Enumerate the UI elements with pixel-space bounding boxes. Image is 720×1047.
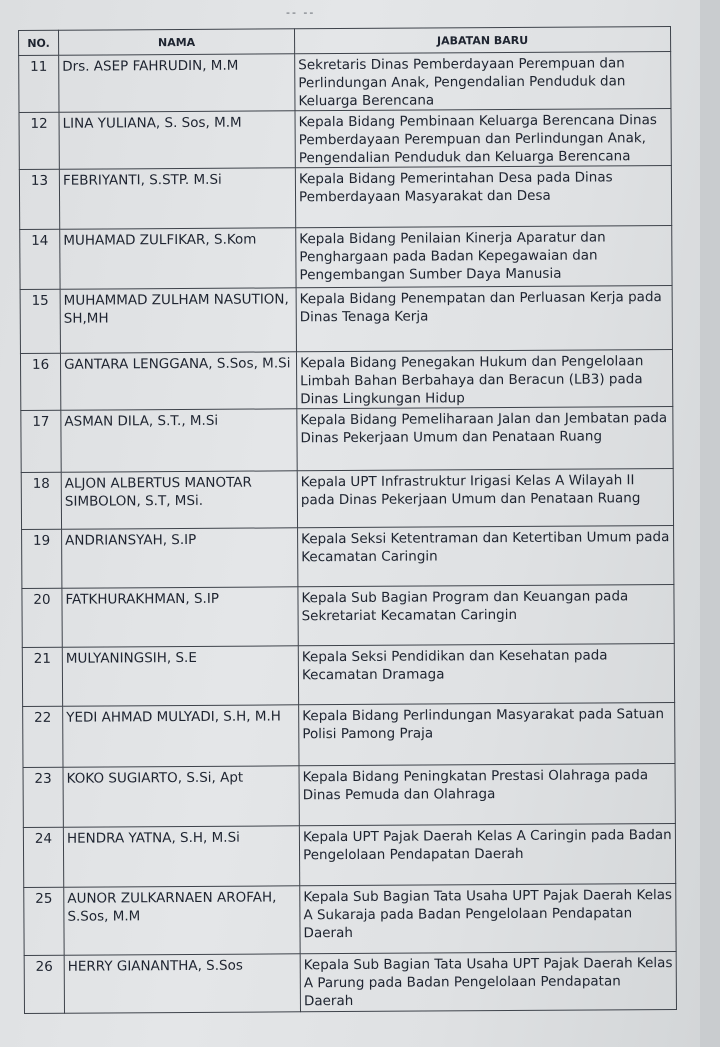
cell-no: 22 (23, 706, 63, 767)
cell-no: 24 (23, 827, 63, 887)
cell-no: 26 (24, 955, 64, 1013)
cell-jabatan: Kepala Bidang Perlindungan Masyarakat pada Satuan Polisi Pamong Praja (299, 703, 675, 766)
cell-jabatan: Sekretaris Dinas Pemberdayaan Perempuan dan Perlindungan Anak, Pengendalian Penduduk dan Keluarga Berencana (295, 52, 671, 111)
table-row (19, 166, 671, 230)
cell-jabatan: Kepala Sub Bagian Tata Usaha UPT Pajak Daerah Kelas A Sukaraja pada Badan Pengelolaan Pendapatan Daerah (300, 883, 676, 953)
cell-jabatan: Kepala Bidang Pemerintahan Desa pada Dinas Pemberdayaan Masyarakat dan Desa (295, 166, 671, 228)
cell-no: 25 (24, 887, 64, 955)
header-no: NO. (19, 30, 59, 55)
cell-no: 11 (19, 55, 59, 112)
cell-jabatan: Kepala Bidang Penegakan Hukum dan Pengelolaan Limbah Bahan Berbahaya dan Beracun (LB3) pada Dinas Lingkungan Hidup (296, 350, 672, 409)
table-row (20, 226, 672, 290)
table-row (21, 407, 673, 473)
cell-no: 13 (19, 169, 59, 229)
cell-nama: MUHAMMAD ZULHAM NASUTION, SH,MH (60, 288, 296, 353)
cell-nama: HENDRA YATNA, S.H, M.Si (63, 826, 299, 887)
cell-no: 14 (20, 229, 60, 289)
cell-nama: KOKO SUGIARTO, S.Si, Apt (63, 766, 299, 827)
table-row (24, 883, 676, 955)
cell-jabatan: Kepala Sub Bagian Program dan Keuangan pada Sekretariat Kecamatan Caringin (298, 585, 674, 646)
cell-jabatan: Kepala Seksi Pendidikan dan Kesehatan pada Kecamatan Dramaga (298, 644, 674, 705)
cell-nama: ANDRIANSYAH, S.IP (62, 528, 298, 588)
header-jabatan: JABATAN BARU (294, 27, 670, 54)
table-row (23, 764, 675, 828)
cell-jabatan: Kepala Bidang Penempatan dan Perluasan Kerja pada Dinas Tenaga Kerja (296, 286, 672, 352)
cell-nama: Drs. ASEP FAHRUDIN, M.M (59, 54, 295, 112)
header-nama: NAMA (59, 29, 295, 55)
table-row (22, 644, 674, 707)
cell-nama: HERRY GIANANTHA, S.Sos (64, 954, 300, 1013)
cell-nama: LINA YULIANA, S. Sos, M.M (59, 111, 295, 169)
cell-jabatan: Kepala UPT Infrastruktur Irigasi Kelas A Wilayah II pada Dinas Pekerjaan Umum dan Penataan Ruang (297, 469, 673, 528)
table-row (21, 469, 673, 530)
cell-nama: YEDI AHMAD MULYADI, S.H, M.H (63, 705, 299, 767)
table-row (24, 951, 676, 1013)
cell-nama: GANTARA LENGGANA, S.Sos, M.Si (60, 352, 296, 410)
table-row (19, 52, 671, 113)
table-row (19, 109, 671, 170)
cell-no: 15 (20, 289, 60, 353)
cell-jabatan: Kepala UPT Pajak Daerah Kelas A Caringin pada Badan Pengelolaan Pendapatan Daerah (299, 823, 675, 885)
cell-no: 16 (20, 353, 60, 410)
cell-no: 17 (21, 410, 61, 472)
cell-jabatan: Kepala Bidang Penilaian Kinerja Aparatur dan Penghargaan pada Badan Kepegawaian dan Pengembangan Sumber Daya Manusia (296, 226, 672, 288)
personnel-table (18, 26, 677, 1014)
table-row (20, 286, 672, 354)
cell-jabatan: Kepala Seksi Ketentraman dan Ketertiban Umum pada Kecamatan Caringin (298, 526, 674, 587)
cell-nama: FEBRIYANTI, S.STP. M.Si (59, 168, 295, 229)
table-row (22, 526, 674, 589)
cell-jabatan: Kepala Bidang Pemeliharaan Jalan dan Jembatan pada Dinas Pekerjaan Umum dan Penataan Ruang (297, 407, 673, 471)
cell-nama: ASMAN DILA, S.T., M.Si (61, 409, 297, 472)
table-row (23, 823, 675, 887)
cell-no: 20 (22, 588, 62, 647)
cell-jabatan: Kepala Bidang Pembinaan Keluarga Berencana Dinas Pemberdayaan Perempuan dan Perlindungan Anak, Pengendalian Penduduk dan Keluarga Berencana (295, 109, 671, 168)
cell-no: 19 (22, 529, 62, 588)
table-row (20, 350, 672, 411)
table-row (23, 703, 675, 768)
cell-nama: ALJON ALBERTUS MANOTAR SIMBOLON, S.T, MSi. (61, 471, 297, 529)
cell-no: 18 (21, 472, 61, 529)
cell-no: 23 (23, 767, 63, 827)
cell-nama: MULYANINGSIH, S.E (62, 646, 298, 706)
cell-nama: FATKHURAKHMAN, S.IP (62, 587, 298, 647)
cell-nama: AUNOR ZULKARNAEN AROFAH, S.Sos, M.M (64, 886, 300, 955)
cell-no: 12 (19, 112, 59, 169)
cell-no: 21 (22, 647, 62, 706)
cell-jabatan: Kepala Sub Bagian Tata Usaha UPT Pajak Daerah Kelas A Parung pada Badan Pengelolaan Pendapatan Daerah (300, 951, 676, 1011)
cell-jabatan: Kepala Bidang Peningkatan Prestasi Olahraga pada Dinas Pemuda dan Olahraga (299, 764, 675, 826)
cell-nama: MUHAMAD ZULFIKAR, S.Kom (60, 228, 296, 289)
page-mark: -- -- (286, 6, 316, 19)
table-row (22, 585, 674, 648)
